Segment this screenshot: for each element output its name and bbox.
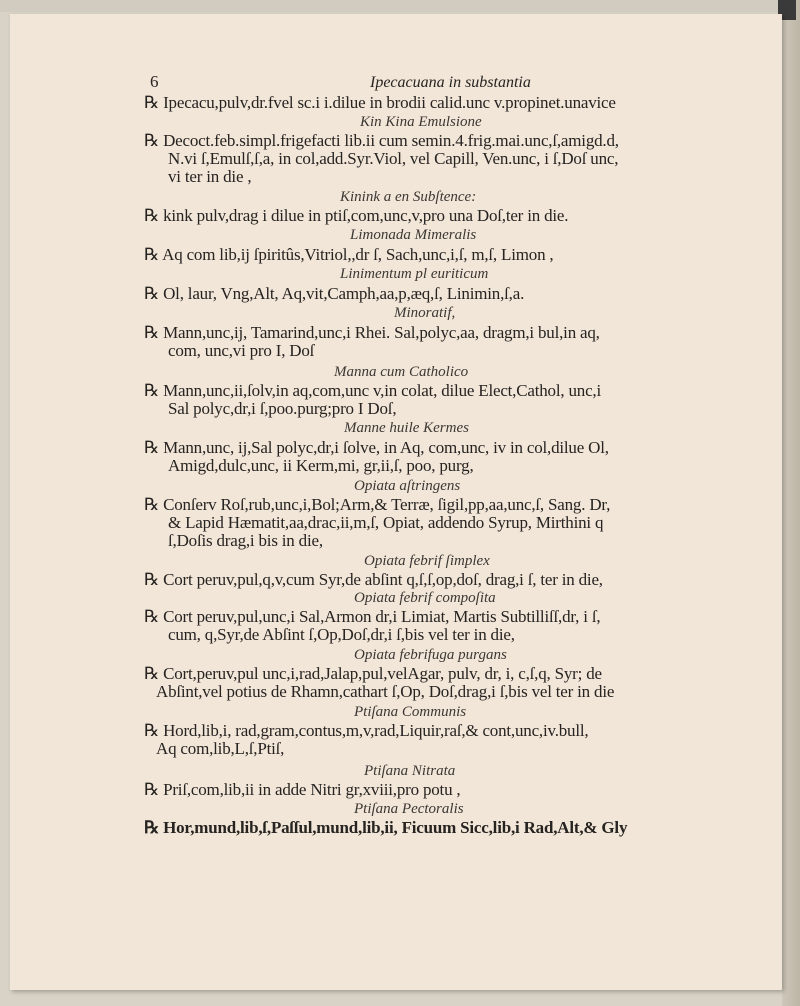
recipe-heading: Ptiſana Communis (354, 704, 467, 720)
recipe-heading: Limonada Mimeralis (350, 227, 477, 243)
book-page (10, 14, 782, 990)
recipe-heading: Manne huile Kermes (344, 420, 469, 436)
recipe-line: ℞ Cort,peruv,pul unc,i,rad,Jalap,pul,velAgar, pulv, dr, i, c,ſ,q, Syr; de (144, 664, 602, 683)
recipe-heading: Opiata aſtringens (354, 478, 461, 494)
recipe-heading: Opiata febrif ſimplex (364, 553, 490, 569)
recipe-line: vi ter in die , (168, 167, 252, 186)
recipe-line: & Lapid Hæmatit,aa,drac,ii,m,ſ, Opiat, addendo Syrup, Mirthini q (168, 513, 604, 532)
recipe-line: ℞ Priſ,com,lib,ii in adde Nitri gr,xviii,pro potu , (144, 780, 461, 799)
recipe-line: ℞ Cort peruv,pul,q,v,cum Syr,de abſint q,ſ,ſ,op,doſ, drag,i ſ, ter in die, (144, 570, 603, 589)
recipe-line: ſ,Doſis drag,i bis in die, (168, 531, 323, 550)
recipe-line: cum, q,Syr,de Abſint ſ,Op,Doſ,dr,i ſ,bis vel ter in die, (168, 625, 515, 644)
recipe-line: ℞ Mann,unc,ij, Tamarind,unc,i Rhei. Sal,polyc,aa, dragm,i bul,in aq, (144, 323, 600, 342)
recipe-line: Aq com,lib,L,ſ,Ptiſ, (156, 739, 285, 758)
recipe-line: ℞ Hor,mund,lib,ſ,Paſſul,mund,lib,ii, Ficuum Sicc,lib,i Rad,Alt,& Gly (144, 818, 628, 837)
recipe-heading: Linimentum pl euriticum (340, 266, 489, 282)
recipe-line: ℞ Ipecacu,pulv,dr.fvel sc.i i.dilue in brodii calid.unc v.propinet.unavice (144, 93, 616, 112)
recipe-heading: Minoratif, (394, 305, 456, 321)
recipe-line: ℞ Ol, laur, Vng,Alt, Aq,vit,Camph,aa,p,æq,ſ, Linimin,ſ,a. (144, 284, 525, 303)
recipe-heading: Ptiſana Nitrata (364, 763, 456, 779)
recipe-heading: Opiata febrifuga purgans (354, 647, 507, 663)
recipe-line: com, unc,vi pro I, Doſ (168, 341, 315, 360)
recipe-line: N.vi ſ,Emulſ,ſ,a, in col,add.Syr.Viol, vel Capill, Ven.unc, i ſ,Doſ unc, (168, 149, 619, 168)
running-head: Ipecacuana in substantia (370, 74, 531, 91)
recipe-heading: Manna cum Catholico (334, 364, 469, 380)
page-edge-shadow (782, 0, 800, 1006)
recipe-line: Abſint,vel potius de Rhamn,cathart ſ,Op, Doſ,drag,i ſ,bis vel ter in die (156, 682, 615, 701)
page-text (10, 14, 782, 990)
recipe-line: ℞ Mann,unc,ii,ſolv,in aq,com,unc v,in colat, dilue Elect,Cathol, unc,i (144, 381, 601, 400)
page-number: 6 (150, 72, 159, 91)
recipe-line: ℞ kink pulv,drag i dilue in ptiſ,com,unc,v,pro una Doſ,ter in die. (144, 206, 569, 225)
recipe-heading: Kin Kina Emulsione (360, 114, 482, 130)
recipe-line: Sal polyc,dr,i ſ,poo.purg;pro I Doſ, (168, 399, 397, 418)
recipe-line: ℞ Hord,lib,i, rad,gram,contus,m,v,rad,Liquir,raſ,& cont,unc,iv.bull, (144, 721, 589, 740)
recipe-line: Amigd,dulc,unc, ii Kerm,mi, gr,ii,ſ, poo, purg, (168, 456, 474, 475)
recipe-heading: Ptiſana Pectoralis (354, 801, 464, 817)
recipe-line: ℞ Mann,unc, ij,Sal polyc,dr,i ſolve, in Aq, com,unc, iv in col,dilue Ol, (144, 438, 609, 457)
recipe-line: ℞ Conſerv Roſ,rub,unc,i,Bol;Arm,& Terræ, ſigil,pp,aa,unc,ſ, Sang. Dr, (144, 495, 611, 514)
top-edge (0, 0, 800, 12)
recipe-line: ℞ Cort peruv,pul,unc,i Sal,Armon dr,i Limiat, Martis Subtilliſſ,dr, i ſ, (144, 607, 601, 626)
recipe-line: ℞ Aq com lib,ij ſpiritûs,Vitriol,,dr ſ, Sach,unc,i,ſ, m,ſ, Limon , (144, 245, 554, 264)
recipe-heading: Opiata febrif compoſita (354, 590, 496, 606)
recipe-heading: Kinink a en Subſtence: (340, 189, 477, 205)
recipe-line: ℞ Decoct.feb.simpl.frigefacti lib.ii cum semin.4.frig.mai.unc,ſ,amigd.d, (144, 131, 619, 150)
